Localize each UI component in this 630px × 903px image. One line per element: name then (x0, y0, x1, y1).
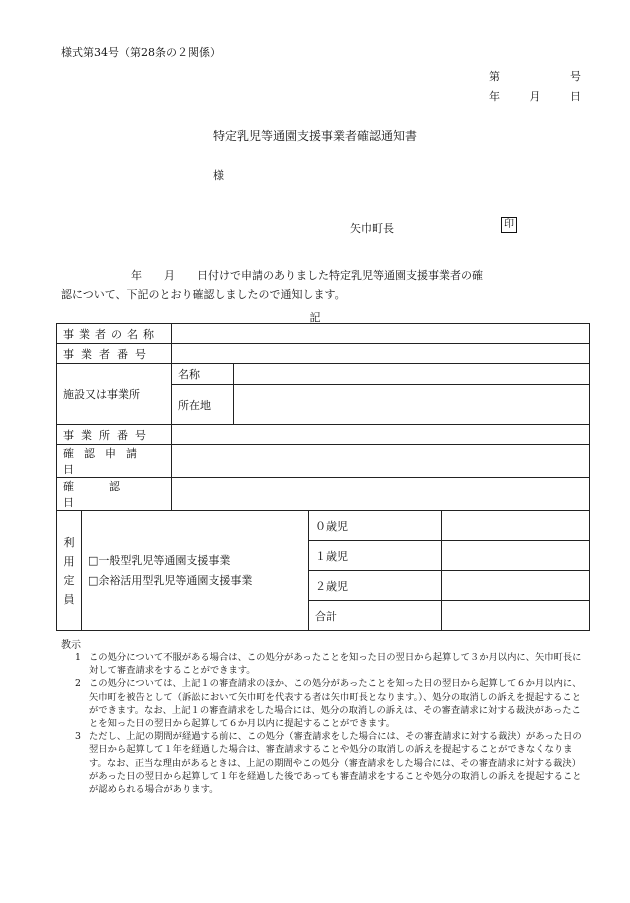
confirmation-date-label (57, 478, 172, 511)
table-row (57, 324, 590, 344)
sender-name: 矢巾町長 (350, 222, 394, 235)
doc-dai-label: 第 (489, 70, 500, 83)
document-title: 特定乳児等通園支援事業者確認通知書 (212, 129, 417, 143)
checkbox-surplus-type[interactable]: □余裕活用型乳児等通園支援事業 (88, 573, 253, 587)
business-number-label (57, 344, 172, 364)
date-day-label: 日 (570, 90, 581, 103)
business-number-value[interactable] (172, 344, 590, 364)
business-type-cell (82, 511, 309, 631)
date-month-label: 月 (529, 90, 541, 103)
application-date-value[interactable] (172, 445, 590, 478)
age-0-label: ０歳児 (309, 511, 442, 541)
capacity-char: 利 (63, 535, 75, 549)
table-row (57, 511, 590, 541)
table-row (57, 344, 590, 364)
application-date-label (57, 445, 172, 478)
body-line-1: 年 月 日付けで申請のありました特定乳児等通園支援事業者の確 (131, 269, 483, 282)
document-number-row (489, 68, 581, 88)
table-row (57, 478, 590, 511)
age-2-value[interactable] (442, 571, 590, 601)
table-row (57, 364, 590, 385)
checkbox-general-type[interactable]: □一般型乳児等通園支援事業 (88, 553, 231, 567)
capacity-char: 用 (63, 554, 75, 568)
capacity-char: 定 (63, 573, 75, 587)
note-text: ただし、上記の期間が経過する前に、この処分（審査請求をした場合には、その審査請求に対する裁決）があった日の翌日から起算して１年を経過した場合は、審査請求することや処分の取消しの訴えを提起することができなくなります。なお、正当な理由があるときは、上記の期間やこの処分（審査請求をした場合には、その審査請求に対する裁決）があった日の翌日から起算して１年を経過した後であっても審査請求をすることや処分の取消しの訴えを提起することが認められる場合があります。 (89, 731, 582, 796)
ki-label: 記 (309, 311, 321, 324)
total-label: 合計 (309, 601, 442, 631)
confirmation-date-value[interactable] (172, 478, 590, 511)
note-number: 1 (75, 652, 81, 663)
confirmation-date-text: 確認日 (63, 480, 155, 509)
notes-heading: 教示 (61, 640, 81, 651)
list-item (75, 677, 590, 730)
date-row (489, 88, 581, 104)
facility-label (57, 364, 172, 425)
list-item (75, 730, 590, 796)
addressee-suffix: 様 (213, 169, 224, 182)
capacity-label (57, 511, 82, 631)
seal-mark: 印 (501, 217, 517, 233)
facility-address-label: 所在地 (172, 385, 234, 425)
age-1-label: １歳児 (309, 541, 442, 571)
capacity-char: 員 (63, 592, 75, 606)
doc-go-label: 号 (570, 70, 581, 83)
date-year-label: 年 (489, 90, 500, 103)
total-value[interactable] (442, 601, 590, 631)
office-number-label (57, 425, 172, 445)
office-number-text: 事業所番号 (63, 428, 153, 442)
table-row (57, 445, 590, 478)
facility-label-text: 施設又は事業所 (63, 388, 140, 401)
body-text (61, 266, 589, 304)
document-number-date (489, 68, 581, 104)
capacity-label-vertical (57, 533, 81, 609)
note-text: この処分については、上記１の審査請求のほか、この処分があったことを知った日の翌日から起算して６か月以内に、矢巾町を被告として（訴訟において矢巾町を代表する者は矢巾町長となります。）、処分の取消しの訴えを提起することができます。なお、上記１の審査請求をした場合には、処分の取消しの訴えは、その審査請求に対する裁決があったことを知った日の翌日から起算して６か月以内に提起することができます。 (89, 678, 582, 730)
table-row (57, 425, 590, 445)
facility-name-label: 名称 (172, 364, 234, 385)
list-item (75, 651, 590, 677)
business-number-text: 事業者番号 (63, 347, 153, 361)
age-0-value[interactable] (442, 511, 590, 541)
body-line-2: 認について、下記のとおり確認しましたので通知します。 (61, 288, 346, 301)
application-date-text: 確認申請日 (63, 447, 147, 476)
notes-list (75, 651, 590, 796)
confirmation-table (56, 323, 590, 631)
age-1-value[interactable] (442, 541, 590, 571)
form-number: 様式第34号（第28条の２関係） (61, 46, 221, 59)
business-name-label (57, 324, 172, 344)
business-name-text: 事業者の名称 (63, 327, 159, 341)
facility-name-value[interactable] (234, 364, 590, 385)
age-2-label: ２歳児 (309, 571, 442, 601)
office-number-value[interactable] (172, 425, 590, 445)
note-text: この処分について不服がある場合は、この処分があったことを知った日の翌日から起算して３か月以内に、矢巾町長に対して審査請求をすることができます。 (89, 652, 582, 677)
facility-address-value[interactable] (234, 385, 590, 425)
note-number: 2 (75, 678, 81, 690)
note-number: 3 (75, 731, 81, 743)
business-name-value[interactable] (172, 324, 590, 344)
